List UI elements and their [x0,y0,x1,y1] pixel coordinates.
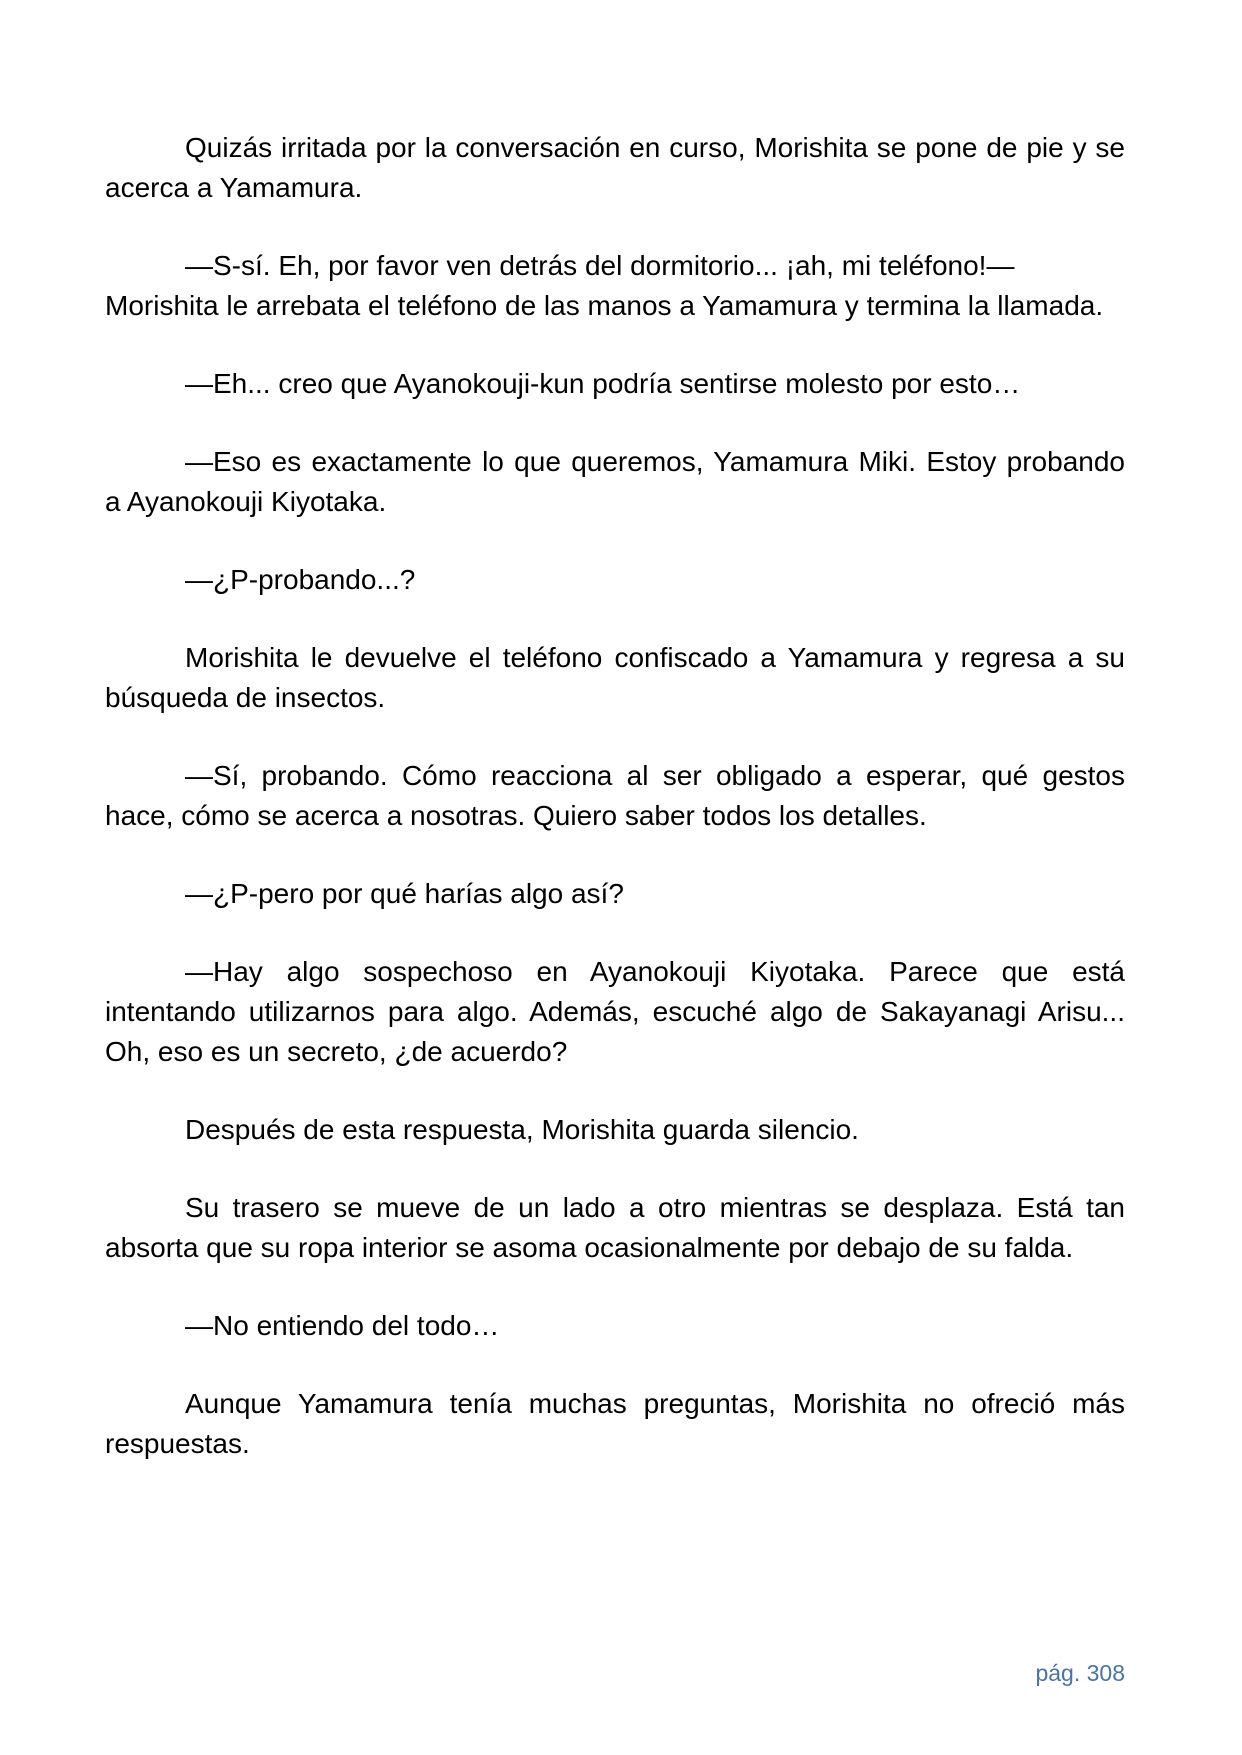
paragraph: —¿P-pero por qué harías algo así? [185,878,624,909]
paragraph: —S-sí. Eh, por favor ven detrás del dormitorio... ¡ah, mi teléfono!— [185,250,1015,281]
paragraph: —¿P-probando...? [185,564,416,595]
paragraph: —No entiendo del todo… [185,1310,500,1341]
paragraph: Su trasero se mueve de un lado a otro mientras se desplaza. Está tan absorta que su ropa interior se asoma ocasionalmente por debajo de su falda. [105,1192,1125,1263]
paragraph: Después de esta respuesta, Morishita guarda silencio. [185,1114,859,1145]
paragraph: Aunque Yamamura tenía muchas preguntas, Morishita no ofreció más respuestas. [105,1388,1125,1459]
paragraph: —Eh... creo que Ayanokouji-kun podría sentirse molesto por esto… [185,368,1021,399]
page-number: pág. 308 [1035,1660,1125,1686]
paragraph: Quizás irritada por la conversación en curso, Morishita se pone de pie y se acerca a Yamamura. [105,132,1125,203]
paragraph: Morishita le devuelve el teléfono confiscado a Yamamura y regresa a su búsqueda de insectos. [105,642,1125,713]
paragraph: —Sí, probando. Cómo reacciona al ser obligado a esperar, qué gestos hace, cómo se acerca a nosotras. Quiero saber todos los detalles. [105,760,1125,831]
paragraph: Morishita le arrebata el teléfono de las manos a Yamamura y termina la llamada. [105,290,1104,321]
page-content [105,128,1125,1502]
page-footer [1035,1659,1125,1687]
paragraph: —Hay algo sospechoso en Ayanokouji Kiyotaka. Parece que está intentando utilizarnos para algo. Además, escuché algo de Sakayanagi Arisu... Oh, eso es un secreto, ¿de acuerdo? [105,956,1125,1067]
paragraph: —Eso es exactamente lo que queremos, Yamamura Miki. Estoy probando a Ayanokouji Kiyotaka. [105,446,1125,517]
